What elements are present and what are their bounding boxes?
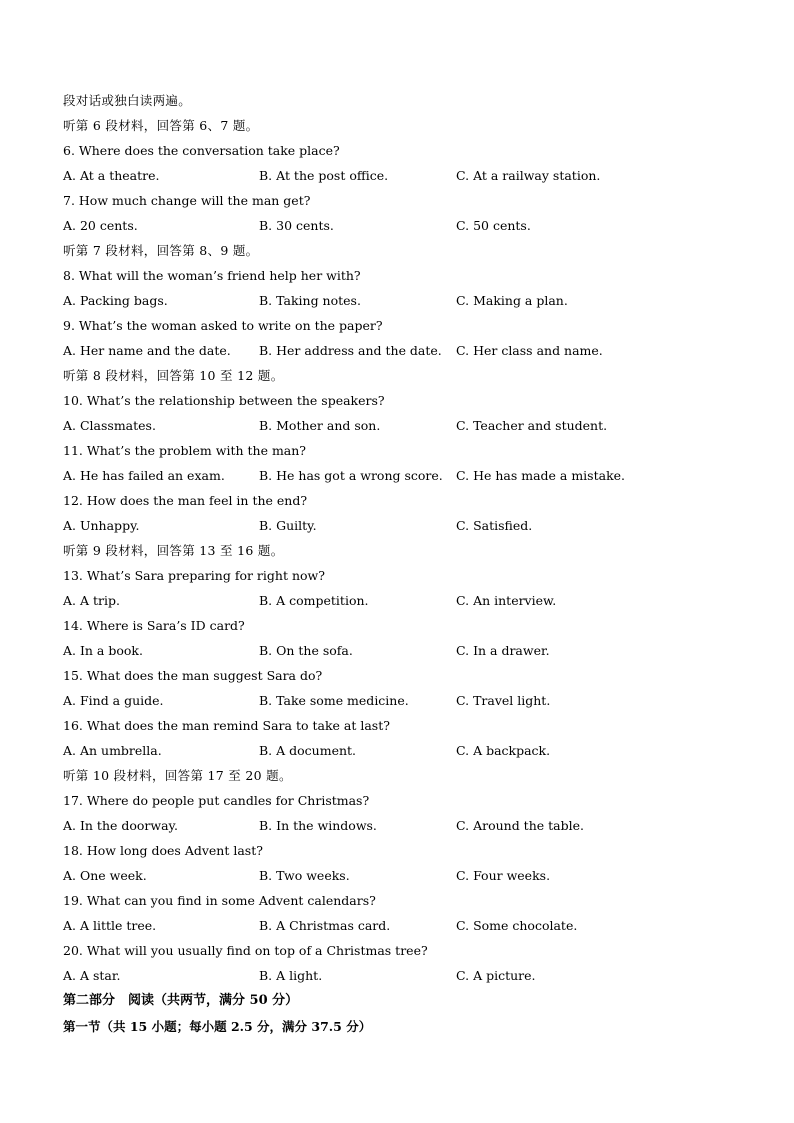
option-c: C. Satisfied. [456,518,533,533]
option-a: A. Her name and the date. [63,343,231,358]
option-b: B. A document. [259,743,357,758]
option-a: A. Packing bags. [63,293,168,308]
option-c: C. Around the table. [456,818,584,833]
option-c: C. Teacher and student. [456,418,608,433]
option-b: B. Taking notes. [259,293,361,308]
options-row [63,963,743,988]
option-c: C. Some chocolate. [456,918,578,933]
options-row [63,688,743,713]
question-stem: 14. Where is Sara’s ID card? [63,618,245,633]
question-stem: 11. What’s the problem with the man? [63,443,307,458]
options-row [63,213,743,238]
exam-page [63,88,743,1039]
option-b: B. Mother and son. [259,418,381,433]
intro-text: 段对话或独白读两遍。 [63,93,192,108]
options-row [63,288,743,313]
option-c: C. Her class and name. [456,343,603,358]
option-c: C. He has made a mistake. [456,468,626,483]
question-stem: 6. Where does the conversation take place? [63,143,340,158]
option-a: A. A star. [63,968,121,983]
option-c: C. Travel light. [456,693,551,708]
question-stem: 7. How much change will the man get? [63,193,311,208]
options-row [63,638,743,663]
sub-title: 第一节（共 15 小题；每小题 2.5 分，满分 37.5 分） [63,1019,372,1034]
option-a: A. Unhappy. [63,518,140,533]
group-instruction: 听第 7 段材料，回答第 8、9 题。 [63,243,259,258]
options-row [63,463,743,488]
option-a: A. An umbrella. [63,743,162,758]
question-stem: 10. What’s the relationship between the speakers? [63,393,385,408]
option-c: C. A picture. [456,968,536,983]
option-a: A. A little tree. [63,918,157,933]
option-b: B. A competition. [259,593,369,608]
option-a: A. In the doorway. [63,818,178,833]
option-c: C. 50 cents. [456,218,531,233]
section-title: 第二部分 阅读（共两节，满分 50 分） [63,993,299,1008]
options-row [63,913,743,938]
question-stem: 9. What’s the woman asked to write on the paper? [63,318,383,333]
option-c: C. A backpack. [456,743,551,758]
option-a: A. 20 cents. [63,218,138,233]
option-b: B. A Christmas card. [259,918,391,933]
group-instruction: 听第 8 段材料，回答第 10 至 12 题。 [63,368,284,383]
question-stem: 13. What’s Sara preparing for right now? [63,568,325,583]
option-b: B. 30 cents. [259,218,334,233]
option-b: B. A light. [259,968,323,983]
question-stem: 15. What does the man suggest Sara do? [63,668,323,683]
question-stem: 18. How long does Advent last? [63,843,263,858]
question-stem: 19. What can you find in some Advent calendars? [63,893,376,908]
option-b: B. Two weeks. [259,868,350,883]
option-b: B. In the windows. [259,818,377,833]
option-b: B. He has got a wrong score. [259,468,443,483]
options-row [63,413,743,438]
options-row [63,738,743,763]
options-row [63,338,743,363]
options-row [63,863,743,888]
question-stem: 8. What will the woman’s friend help her with? [63,268,361,283]
option-a: A. Find a guide. [63,693,164,708]
question-stem: 17. Where do people put candles for Christmas? [63,793,370,808]
question-stem: 12. How does the man feel in the end? [63,493,308,508]
question-groups [63,113,743,988]
option-a: A. A trip. [63,593,120,608]
question-stem: 16. What does the man remind Sara to take at last? [63,718,390,733]
group-instruction: 听第 10 段材料，回答第 17 至 20 题。 [63,768,292,783]
option-b: B. On the sofa. [259,643,353,658]
option-c: C. Making a plan. [456,293,568,308]
option-a: A. In a book. [63,643,143,658]
option-c: C. Four weeks. [456,868,551,883]
option-c: C. In a drawer. [456,643,550,658]
options-row [63,588,743,613]
option-b: B. Guilty. [259,518,317,533]
question-stem: 20. What will you usually find on top of a Christmas tree? [63,943,428,958]
option-b: B. Take some medicine. [259,693,409,708]
options-row [63,813,743,838]
option-c: C. An interview. [456,593,557,608]
option-b: B. Her address and the date. [259,343,442,358]
option-a: A. At a theatre. [63,168,160,183]
options-row [63,163,743,188]
option-a: A. One week. [63,868,147,883]
option-c: C. At a railway station. [456,168,601,183]
options-row [63,513,743,538]
option-b: B. At the post office. [259,168,389,183]
option-a: A. He has failed an exam. [63,468,225,483]
group-instruction: 听第 9 段材料，回答第 13 至 16 题。 [63,543,284,558]
option-a: A. Classmates. [63,418,156,433]
group-instruction: 听第 6 段材料，回答第 6、7 题。 [63,118,259,133]
